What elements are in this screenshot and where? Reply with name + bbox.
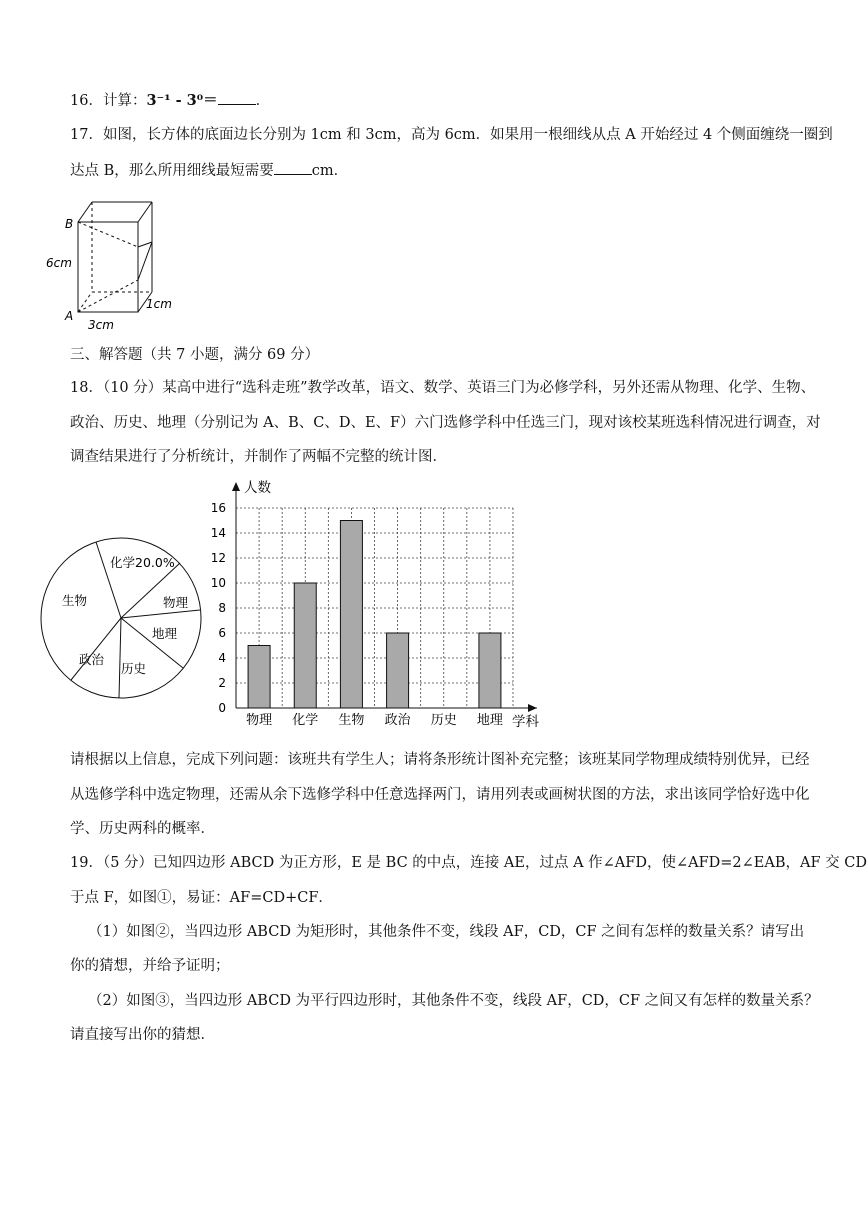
q18-line-1: 18．（10 分）某高中进行“选科走班”教学改革，语文、数学、英语三门为必修学科，另外还需从物理、化学、生物、 bbox=[70, 380, 816, 396]
y-tick-16: 16 bbox=[210, 501, 226, 515]
q19-part-1-line-1: （1）如图②，当四边形 ABCD 为矩形时，其他条件不变，线段 AF，CD，CF 之间有怎样的数量关系？请写出 bbox=[88, 924, 805, 940]
category-label-1: 化学 bbox=[292, 713, 319, 728]
bar-0 bbox=[248, 646, 270, 709]
q16-answer-blank bbox=[218, 90, 256, 105]
q19-part-1-line-2: 你的猜想，并给予证明； bbox=[70, 958, 230, 974]
q18-line-2: 政治、历史、地理（分别记为 A、B、C、D、E、F）六门选修学科中任选三门，现对该校某班选科情况进行调查，对 bbox=[70, 415, 821, 431]
point-b-label: B bbox=[65, 217, 74, 231]
bar-grid bbox=[236, 508, 513, 708]
y-tick-8: 8 bbox=[218, 601, 226, 615]
q19-line-1: 19．（5 分）已知四边形 ABCD 为正方形，E 是 BC 的中点，连接 AE，过点 A 作∠AFD，使∠AFD=2∠EAB，AF 交 CD bbox=[70, 855, 867, 871]
bar-chart bbox=[200, 474, 550, 736]
q17-line-2 bbox=[70, 160, 348, 181]
y-tick-0: 0 bbox=[218, 701, 226, 715]
width-label: 3cm bbox=[88, 318, 114, 332]
bar-y-label: 人数 bbox=[244, 480, 271, 496]
pie-label-chemistry: 化学20.0% bbox=[110, 555, 175, 570]
category-label-3: 政治 bbox=[384, 713, 411, 728]
category-label-2: 生物 bbox=[338, 713, 365, 728]
q19-part-2-line-2: 请直接写出你的猜想． bbox=[70, 1027, 215, 1043]
q16-expression: 3⁻¹ - 3⁰＝ bbox=[146, 92, 218, 109]
q18-after-line-1: 请根据以上信息，完成下列问题：该班共有学生人；请将条形统计图补充完整；该班某同学物理成绩特别优异，已经 bbox=[70, 752, 810, 768]
q16-line bbox=[70, 90, 270, 111]
pie-label-politics: 政治 bbox=[79, 652, 105, 667]
q17-line-1: 17．如图，长方体的底面边长分别为 1cm 和 3cm，高为 6cm．如果用一根细线从点 A 开始经过 4 个侧面缠绕一圈到 bbox=[70, 127, 833, 143]
y-tick-4: 4 bbox=[218, 651, 226, 665]
bar-2 bbox=[340, 521, 362, 709]
bar-1 bbox=[294, 583, 316, 708]
category-label-0: 物理 bbox=[246, 713, 273, 728]
q19-line-2: 于点 F，如图①，易证：AF=CD+CF． bbox=[70, 890, 333, 906]
q17-answer-blank bbox=[274, 160, 312, 175]
q19-part-2-line-1: （2）如图③，当四边形 ABCD 为平行四边形时，其他条件不变，线段 AF，CD，CF 之间又有怎样的数量关系？ bbox=[88, 993, 819, 1009]
bar-3 bbox=[387, 633, 409, 708]
y-tick-10: 10 bbox=[210, 576, 226, 590]
q18-after-line-3: 学、历史两科的概率． bbox=[70, 821, 215, 837]
pie-label-biology: 生物 bbox=[62, 593, 88, 608]
q18-line-3: 调查结果进行了分析统计，并制作了两幅不完整的统计图． bbox=[70, 449, 447, 465]
y-tick-14: 14 bbox=[210, 526, 226, 540]
bar-y-ticks bbox=[211, 501, 226, 715]
y-tick-2: 2 bbox=[218, 676, 226, 690]
pie-label-history: 历史 bbox=[121, 661, 147, 676]
height-label: 6cm bbox=[46, 256, 72, 270]
y-tick-6: 6 bbox=[218, 626, 226, 640]
pie-label-geography: 地理 bbox=[152, 626, 178, 641]
pie-chart bbox=[38, 535, 204, 701]
bar-x-label: 学科 bbox=[512, 714, 539, 730]
pie-label-physics: 物理 bbox=[163, 595, 189, 610]
bar-categories bbox=[246, 712, 503, 728]
cuboid-figure bbox=[40, 192, 190, 337]
bar-5 bbox=[479, 633, 501, 708]
q17-line-2-unit: cm． bbox=[311, 163, 349, 179]
y-axis-arrow bbox=[232, 482, 240, 491]
q16-tail: ． bbox=[255, 93, 271, 109]
section-3-heading: 三、解答题（共 7 小题，满分 69 分） bbox=[70, 347, 320, 363]
x-axis-arrow bbox=[528, 704, 537, 712]
q17-line-2-text: 达点 B，那么所用细线最短需要 bbox=[70, 163, 274, 179]
depth-label: 1cm bbox=[146, 297, 172, 311]
q16-prefix: 16．计算： bbox=[70, 93, 147, 109]
y-tick-12: 12 bbox=[210, 551, 226, 565]
cuboid-front-edges bbox=[78, 222, 138, 312]
point-a-label: A bbox=[65, 309, 74, 323]
q18-after-line-2: 从选修学科中选定物理，还需从余下选修学科中任意选择两门，请用列表或画树状图的方法，求出该同学恰好选中化 bbox=[70, 787, 810, 803]
category-label-4: 历史 bbox=[430, 713, 457, 728]
category-label-5: 地理 bbox=[476, 713, 503, 728]
